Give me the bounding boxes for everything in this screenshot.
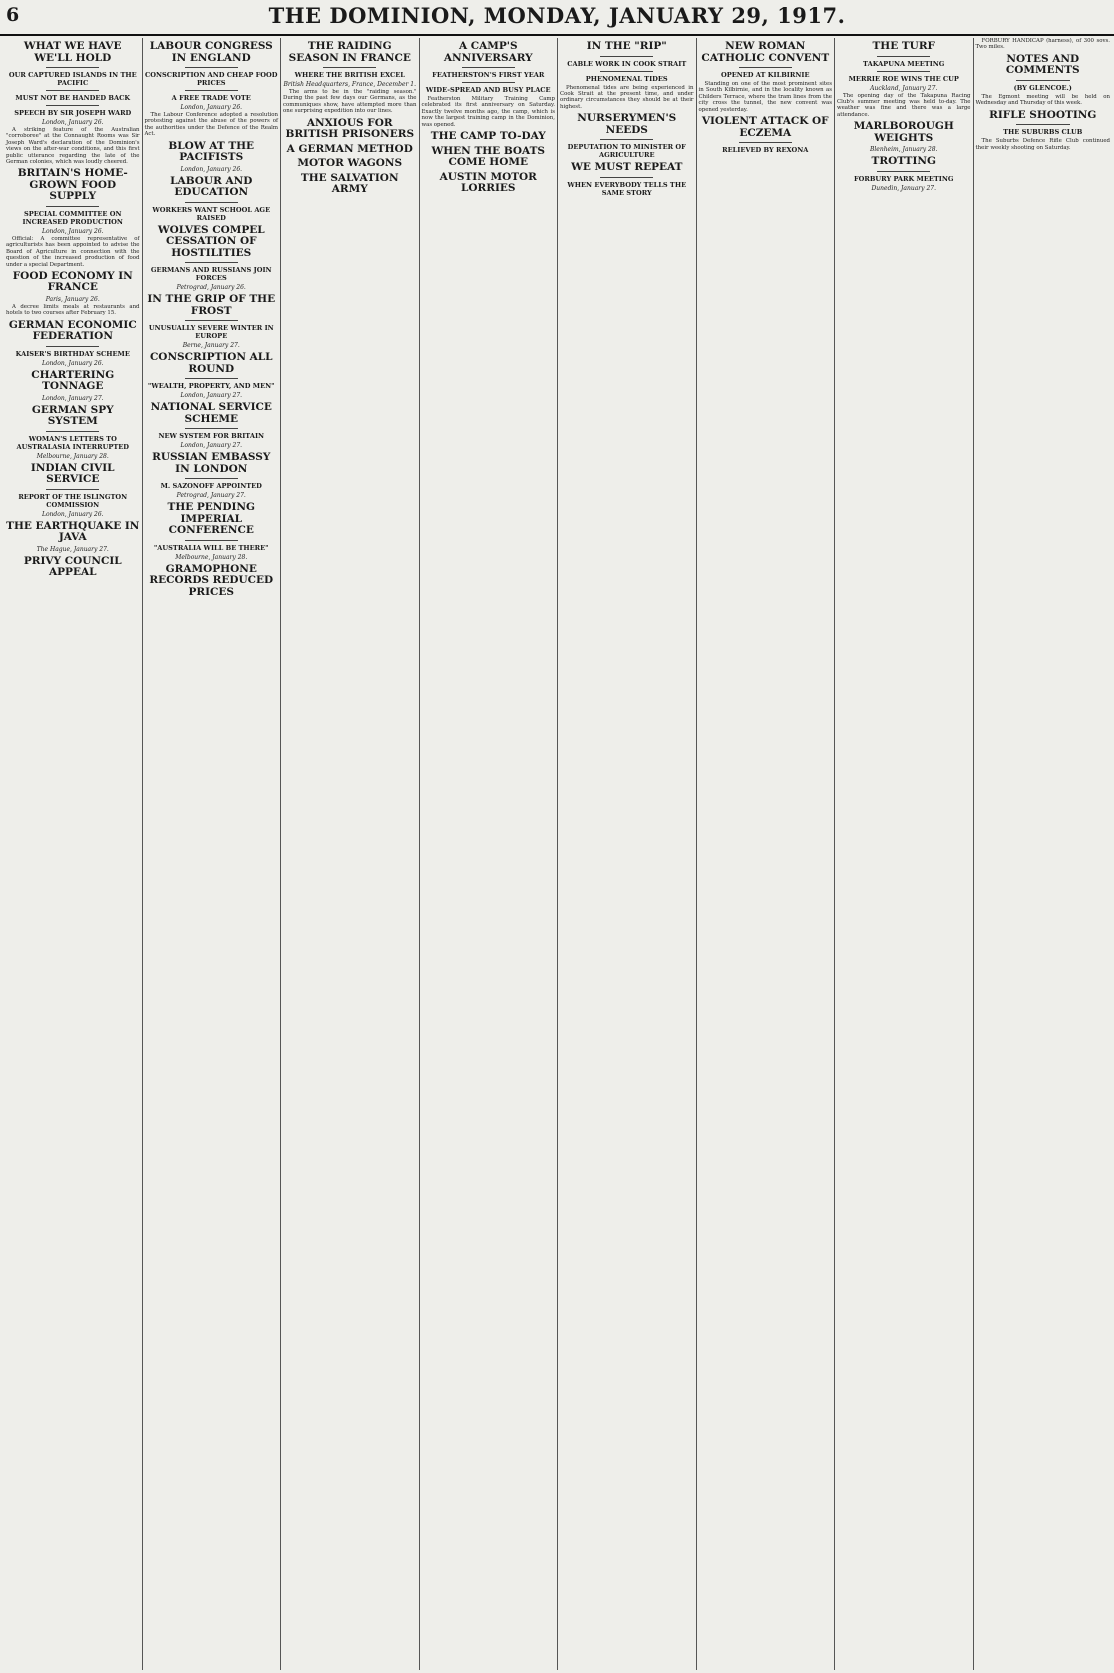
column-1: [4, 38, 143, 1670]
divider: [600, 56, 653, 57]
article-paragraph: FORBURY HANDICAP (harness), of 300 sovs. Two miles.: [975, 38, 1110, 51]
dateline: Berne, January 27.: [182, 342, 240, 350]
article: [145, 564, 279, 599]
column-5: [558, 38, 697, 1670]
article-subheadline: WHEN EVERYBODY TELLS THE SAME STORY: [567, 180, 687, 197]
article-paragraph: The arms to be in the "raiding season." During the past few days our Germans, as the communiques show, have attempted more than one surprising expedition into our lines.: [283, 89, 417, 115]
divider: [185, 540, 238, 541]
article-subheadline: UNUSUALLY SEVERE WINTER IN EUROPE: [148, 324, 274, 341]
dateline: London, January 26.: [41, 119, 104, 126]
article-headline: A CAMP'S ANNIVERSARY: [443, 40, 533, 64]
article: [699, 116, 833, 154]
divider: [462, 82, 515, 83]
article-subheadline: (BY GLENCOE.): [1013, 83, 1072, 92]
dateline: London, January 26.: [41, 227, 104, 235]
article: [422, 172, 556, 195]
divider: [600, 71, 653, 72]
article: [145, 41, 279, 138]
article-subheadline: SPEECH BY SIR JOSEPH WARD: [14, 109, 132, 117]
article: [422, 41, 556, 128]
divider: [185, 478, 238, 479]
article-headline: BLOW AT THE PACIFISTS: [168, 139, 255, 164]
article-headline: THE CAMP TO-DAY: [430, 130, 546, 143]
dateline: Petrograd, January 27.: [176, 492, 246, 500]
article-headline: NEW ROMAN CATHOLIC CONVENT: [701, 40, 830, 64]
article-headline: FOOD ECONOMY IN FRANCE: [12, 269, 133, 294]
article-subheadline: DEPUTATION TO MINISTER OF AGRICULTURE: [567, 143, 686, 160]
article: [976, 110, 1111, 151]
article-subheadline: CABLE WORK IN COOK STRAIT: [567, 59, 687, 68]
article-headline: RIFLE SHOOTING: [989, 108, 1097, 121]
article-subheadline: WHERE THE BRITISH EXCEL: [294, 71, 405, 79]
article-paragraph: The opening day of the Takapuna Racing Club's summer meeting was held to-day. The weather was fine and there was a large attendance.: [837, 92, 971, 118]
dateline: London, January 26.: [180, 165, 243, 173]
article-subheadline: PHENOMENAL TIDES: [585, 74, 668, 83]
dateline: London, January 27.: [180, 442, 243, 450]
column-6: [697, 38, 836, 1670]
divider: [1016, 80, 1070, 81]
column-8: [974, 38, 1113, 1670]
article-headline: WHEN THE BOATS COME HOME: [431, 144, 546, 169]
article-subheadline: TAKAPUNA MEETING: [863, 59, 945, 68]
article-subheadline: WIDE-SPREAD AND BUSY PLACE: [425, 86, 551, 94]
dateline: London, January 26.: [41, 510, 104, 518]
page-number: 6: [6, 4, 20, 26]
article: [6, 168, 140, 268]
dateline: London, January 27.: [180, 392, 243, 400]
divider: [185, 67, 238, 68]
columns: [4, 38, 1112, 1670]
dateline: Petrograd, January 26.: [176, 284, 246, 292]
article-subheadline: M. SAZONOFF APPOINTED: [160, 482, 262, 491]
divider: [185, 90, 238, 91]
divider: [600, 139, 653, 140]
article: [6, 405, 140, 460]
article-subheadline: "WEALTH, PROPERTY, AND MEN": [147, 382, 275, 391]
article: [6, 370, 140, 402]
article-headline: NATIONAL SERVICE SCHEME: [150, 401, 272, 425]
article-headline: IN THE "RIP": [586, 40, 667, 52]
article: [560, 41, 694, 110]
article-headline: LABOUR CONGRESS IN ENGLAND: [149, 40, 273, 64]
article-headline: IN THE GRIP OF THE FROST: [147, 293, 276, 317]
divider: [185, 202, 238, 203]
article: [283, 118, 417, 141]
article: [283, 41, 417, 115]
article-subheadline: WOMAN'S LETTERS TO AUSTRALASIA INTERRUPTED: [16, 434, 129, 451]
article-headline: THE PENDING IMPERIAL CONFERENCE: [167, 501, 255, 537]
dateline: London, January 26.: [180, 104, 243, 111]
divider: [185, 378, 238, 379]
article-subheadline: GERMANS AND RUSSIANS JOIN FORCES: [150, 266, 272, 283]
divider: [185, 262, 238, 263]
article-subheadline: NEW SYSTEM FOR BRITAIN: [158, 432, 265, 441]
article-subheadline: A FREE TRADE VOTE: [171, 94, 251, 102]
article-subheadline: FORBURY PARK MEETING: [853, 174, 954, 183]
article-headline: THE TURF: [872, 40, 936, 52]
divider: [46, 67, 99, 68]
divider: [323, 67, 376, 68]
article-headline: WE MUST REPEAT: [571, 161, 683, 174]
divider: [462, 67, 515, 68]
article: [145, 352, 279, 399]
dateline: London, January 26.: [41, 359, 104, 367]
article-headline: LABOUR AND EDUCATION: [170, 174, 253, 199]
divider: [185, 320, 238, 321]
article-headline: INDIAN CIVIL SERVICE: [30, 461, 115, 486]
article: [422, 131, 556, 143]
article: [6, 320, 140, 367]
article: [145, 452, 279, 499]
article-subheadline: WORKERS WANT SCHOOL AGE RAISED: [152, 205, 271, 222]
article-headline: NOTES AND COMMENTS: [1005, 52, 1080, 77]
dateline: Paris, January 26.: [45, 295, 100, 303]
article: [283, 173, 417, 196]
article: [145, 402, 279, 449]
article: [6, 271, 140, 317]
divider: [877, 171, 930, 172]
dateline: British Headquarters, France, December 1.: [283, 81, 416, 88]
dateline: Melbourne, January 28.: [36, 452, 109, 460]
divider: [46, 346, 99, 347]
divider: [1016, 124, 1070, 125]
divider: [46, 90, 99, 91]
divider: [739, 67, 792, 68]
article: [837, 41, 971, 118]
divider: [46, 489, 99, 490]
article-headline: THE SALVATION ARMY: [300, 171, 399, 196]
article: [6, 463, 140, 518]
article-headline: THE RAIDING SEASON IN FRANCE: [288, 40, 411, 64]
article-paragraph: Standing on one of the most prominent sites in South Kilbirnie, and in the locality known as Childers Terrace, where the tram lines from the city cross the tunnel, the new convent was opened yesterday.: [698, 81, 832, 113]
article-paragraph: Official: A committee representative of agriculturists has been appointed to advise the Board of Agriculture in connection with the question of the increased production of food under a special Department.: [6, 235, 140, 268]
column-4: [420, 38, 559, 1670]
article-headline: RUSSIAN EMBASSY IN LONDON: [152, 451, 271, 475]
article: [283, 144, 417, 156]
article-headline: A GERMAN METHOD: [286, 142, 413, 155]
article-paragraph: A striking feature of the Australian "corroboree" at the Connaught Rooms was Sir Joseph Ward's declaration of the Dominion's views on the after-war conditions, and this first public utterance regarding the late of the German colonies, which was loudly cheered.: [6, 127, 140, 166]
article: [145, 141, 279, 173]
article-subheadline: FEATHERSTON'S FIRST YEAR: [432, 71, 545, 79]
article-headline: VIOLENT ATTACK OF ECZEMA: [701, 115, 829, 139]
dateline: The Hague, January 27.: [36, 545, 109, 553]
article-headline: MARLBOROUGH WEIGHTS: [853, 120, 954, 144]
divider: [877, 71, 930, 72]
column-3: [281, 38, 420, 1670]
dateline: Dunedin, January 27.: [871, 184, 937, 192]
article-headline: CONSCRIPTION ALL ROUND: [149, 351, 273, 375]
article-headline: PRIVY COUNCIL APPEAL: [23, 554, 122, 579]
article-headline: WOLVES COMPEL CESSATION OF HOSTILITIES: [157, 223, 265, 259]
article-subheadline: OPENED AT KILBIRNIE: [721, 71, 810, 79]
article-headline: WHAT WE HAVE WE'LL HOLD: [23, 40, 122, 64]
divider: [185, 428, 238, 429]
article-headline: AUSTIN MOTOR LORRIES: [439, 170, 537, 195]
article: [976, 38, 1111, 51]
article-subheadline: RELIEVED BY REXONA: [722, 146, 809, 155]
article-headline: TROTTING: [871, 155, 936, 168]
article: [145, 225, 279, 292]
article-headline: GERMAN ECONOMIC FEDERATION: [8, 318, 137, 343]
article-subheadline: "AUSTRALIA WILL BE THERE": [153, 543, 269, 552]
article: [560, 113, 694, 159]
dateline: Auckland, January 27.: [870, 84, 938, 92]
column-7: [835, 38, 974, 1670]
dateline: Melbourne, January 28.: [175, 553, 248, 561]
masthead: [0, 0, 1114, 36]
article: [6, 521, 140, 553]
article-paragraph: The Labour Conference adopted a resolution protesting against the abuse of the powers of the authorities under the Defence of the Realm Act.: [144, 112, 278, 138]
article-paragraph: Featherston Military Training Camp celebrated its first anniversary on Saturday. Exactly twelve months ago, the camp, which is now the largest training camp in the Dominion, was opened.: [421, 96, 555, 128]
article-headline: ANXIOUS FOR BRITISH PRISONERS: [285, 116, 415, 141]
article-headline: GRAMOPHONE RECORDS REDUCED PRICES: [149, 562, 274, 598]
article-subheadline: KAISER'S BIRTHDAY SCHEME: [15, 349, 130, 358]
article: [837, 156, 971, 192]
article: [6, 41, 140, 165]
divider: [46, 206, 99, 207]
article: [976, 54, 1111, 107]
article-headline: BRITAIN'S HOME-GROWN FOOD SUPPLY: [17, 167, 128, 203]
article-headline: GERMAN SPY SYSTEM: [31, 403, 114, 428]
article: [145, 176, 279, 222]
divider: [739, 142, 792, 143]
article-headline: CHARTERING TONNAGE: [31, 368, 115, 393]
dateline: Blenheim, January 28.: [869, 146, 938, 154]
article-paragraph: The Egmont meeting will be held on Wednesday and Thursday of this week.: [975, 93, 1110, 107]
article: [283, 158, 417, 170]
article: [145, 294, 279, 349]
article-headline: THE EARTHQUAKE IN JAVA: [6, 519, 140, 544]
article: [699, 41, 833, 113]
masthead-title: THE DOMINION, MONDAY, JANUARY 29, 1917.: [268, 3, 846, 28]
article-headline: NURSERYMEN'S NEEDS: [577, 112, 677, 136]
article-headline: MOTOR WAGONS: [297, 157, 403, 170]
article-subheadline: OUR CAPTURED ISLANDS IN THE PACIFIC: [8, 71, 137, 87]
divider: [46, 431, 99, 432]
article-subheadline: MERRIE ROE WINS THE CUP: [848, 74, 959, 83]
article-subheadline: THE SUBURBS CLUB: [1003, 128, 1083, 137]
dateline: London, January 27.: [41, 394, 104, 402]
article: [145, 502, 279, 561]
article-subheadline: MUST NOT BE HANDED BACK: [15, 94, 131, 102]
divider: [46, 105, 99, 106]
article-subheadline: SPECIAL COMMITTEE ON INCREASED PRODUCTION: [22, 209, 123, 226]
column-2: [143, 38, 282, 1670]
divider: [877, 56, 930, 57]
article-paragraph: The Suburbs Defence Rifle Club continued their weekly shooting on Saturday.: [975, 138, 1110, 151]
article: [6, 556, 140, 579]
article: [422, 146, 556, 169]
article-paragraph: A decree limits meals at restaurants and hotels to two courses after February 15.: [6, 303, 140, 317]
article: [560, 162, 694, 197]
article-subheadline: REPORT OF THE ISLINGTON COMMISSION: [18, 492, 128, 509]
article-paragraph: Phenomenal tides are being experienced in Cook Strait at the present time, and under ordinary circumstances they should be at their highest.: [560, 84, 694, 110]
divider: [600, 177, 653, 178]
article-subheadline: CONSCRIPTION AND CHEAP FOOD PRICES: [144, 71, 278, 87]
article: [837, 121, 971, 153]
